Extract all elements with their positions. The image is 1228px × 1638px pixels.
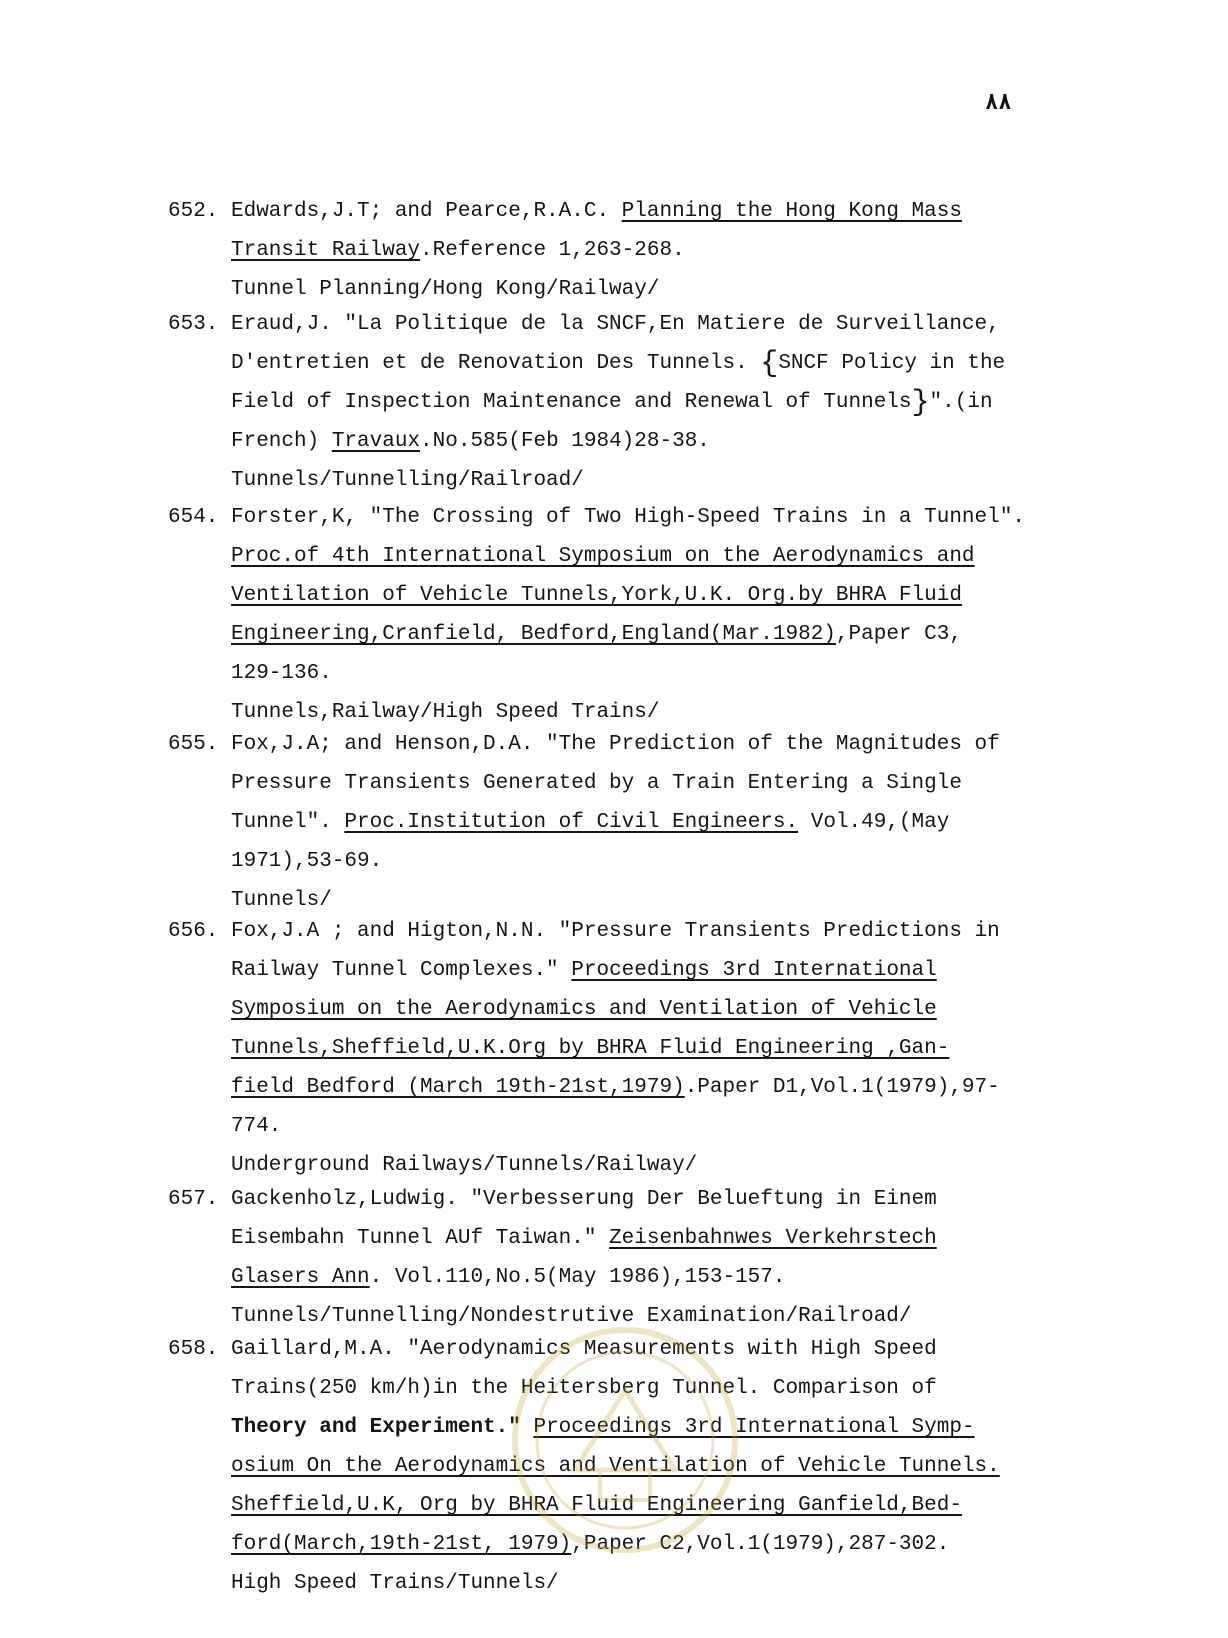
reference-line [168, 1107, 1088, 1146]
reference-text-segment: Eisembahn Tunnel AUf Taiwan." [231, 1227, 610, 1250]
reference-text-segment: Railway Tunnel Complexes." [231, 959, 572, 982]
reference-line [168, 654, 1088, 693]
reference-line [168, 422, 1088, 461]
reference-text-segment [521, 1416, 534, 1439]
reference-line [168, 461, 1088, 500]
reference-text-segment: Trains(250 km/h)in the Heitersberg Tunnel. Comparison of [231, 1377, 937, 1400]
reference-line [168, 344, 1088, 383]
reference-number: 656. [168, 920, 219, 943]
reference-title-segment: Sheffield,U.K, Org by BHRA Fluid Engineering Ganfield,Bed- [231, 1494, 962, 1517]
reference-line [168, 1525, 1088, 1564]
reference-line [168, 764, 1088, 803]
page-number: ٨٨ [985, 91, 1012, 116]
reference-entry [168, 912, 1088, 1185]
reference-line [168, 270, 1088, 309]
reference-text-segment: .Paper D1,Vol.1(1979),97- [684, 1076, 1000, 1099]
reference-title-segment: Tunnels,Sheffield,U.K.Org by BHRA Fluid Engineering ,Gan- [231, 1037, 950, 1060]
reference-line [168, 842, 1088, 881]
reference-title-segment: Ventilation of Vehicle Tunnels,York,U.K. Org.by BHRA Fluid [231, 584, 962, 607]
reference-entry [168, 192, 1088, 309]
reference-number: 654. [168, 506, 219, 529]
reference-line [168, 305, 1088, 344]
bracket-glyph: } [911, 386, 930, 420]
reference-line [168, 498, 1088, 537]
reference-text-segment: 129-136. [231, 662, 332, 685]
reference-text-segment: Gaillard,M.A. "Aerodynamics Measurements with High Speed [231, 1338, 937, 1361]
reference-text-segment: Vol.49,(May [798, 811, 950, 834]
reference-text-segment: Field of Inspection Maintenance and Renewal of Tunnels [231, 391, 912, 414]
reference-text-segment: French) [231, 430, 332, 453]
reference-title-segment: Zeisenbahnwes Verkehrstech [609, 1227, 937, 1250]
reference-text-segment: Tunnels/Tunnelling/Railroad/ [231, 469, 584, 492]
reference-text-segment: Theory and Experiment." [231, 1416, 521, 1439]
reference-title-segment: Proceedings 3rd International Symp- [533, 1416, 975, 1439]
reference-text-segment: Tunnel Planning/Hong Kong/Railway/ [231, 278, 660, 301]
reference-text-segment: Tunnels,Railway/High Speed Trains/ [231, 701, 660, 724]
reference-title-segment: Proceedings 3rd International [571, 959, 937, 982]
reference-line [168, 1369, 1088, 1408]
bracket-glyph: { [760, 347, 779, 381]
reference-text-segment: ".(in [929, 391, 993, 414]
reference-title-segment: Engineering,Cranfield, Bedford,England(Mar.1982) [231, 623, 836, 646]
reference-text-segment: .Reference 1,263-268. [420, 239, 685, 262]
reference-line [168, 951, 1088, 990]
reference-line [168, 803, 1088, 842]
reference-title-segment: Glasers Ann [231, 1266, 370, 1289]
reference-line [168, 1180, 1088, 1219]
reference-line [168, 1330, 1088, 1369]
reference-number: 653. [168, 313, 219, 336]
reference-title-segment: Proc.Institution of Civil Engineers. [344, 811, 799, 834]
reference-line [168, 192, 1088, 231]
reference-number: 657. [168, 1188, 219, 1211]
reference-title-segment: Symposium on the Aerodynamics and Ventilation of Vehicle [231, 998, 937, 1021]
reference-text-segment: Tunnels/Tunnelling/Nondestrutive Examination/Railroad/ [231, 1305, 912, 1328]
reference-title-segment: Proc.of 4th International Symposium on the Aerodynamics and [231, 545, 975, 568]
reference-number: 655. [168, 733, 219, 756]
reference-text-segment: Eraud,J. "La Politique de la SNCF,En Matiere de Surveillance, [231, 313, 1000, 336]
reference-title-segment: Transit Railway [231, 239, 421, 262]
reference-line [168, 576, 1088, 615]
reference-text-segment: . Vol.110,No.5(May 1986),153-157. [369, 1266, 786, 1289]
reference-number: 658. [168, 1338, 219, 1361]
reference-text-segment: Tunnel". [231, 811, 345, 834]
reference-text-segment: Gackenholz,Ludwig. "Verbesserung Der Belueftung in Einem [231, 1188, 937, 1211]
reference-line [168, 231, 1088, 270]
reference-line [168, 1068, 1088, 1107]
reference-line [168, 1486, 1088, 1525]
reference-title-segment: Planning the Hong Kong Mass [621, 200, 962, 223]
reference-text-segment: .No.585(Feb 1984)28-38. [420, 430, 710, 453]
reference-line [168, 1029, 1088, 1068]
reference-entry [168, 498, 1088, 732]
reference-line [168, 1219, 1088, 1258]
reference-line [168, 990, 1088, 1029]
reference-line [168, 725, 1088, 764]
reference-text-segment: Underground Railways/Tunnels/Railway/ [231, 1154, 698, 1177]
reference-text-segment: High Speed Trains/Tunnels/ [231, 1572, 559, 1595]
reference-text-segment: Edwards,J.T; and Pearce,R.A.C. [231, 200, 622, 223]
reference-line [168, 1447, 1088, 1486]
reference-title-segment: ford(March,19th-21st, 1979) [231, 1533, 572, 1556]
reference-entry [168, 1180, 1088, 1336]
reference-line [168, 1408, 1088, 1447]
reference-text-segment: D'entretien et de Renovation Des Tunnels. [231, 352, 761, 375]
reference-title-segment: Travaux [331, 430, 421, 453]
reference-number: 652. [168, 200, 219, 223]
reference-title-segment: field Bedford (March 19th-21st,1979) [231, 1076, 685, 1099]
reference-text-segment: 774. [231, 1115, 282, 1138]
reference-title-segment: osium On the Aerodynamics and Ventilation of Vehicle Tunnels. [231, 1455, 1000, 1478]
reference-text-segment: SNCF Policy in the [778, 352, 1006, 375]
reference-line [168, 615, 1088, 654]
reference-text-segment: Forster,K, "The Crossing of Two High-Speed Trains in a Tunnel". [231, 506, 1025, 529]
reference-text-segment: ,Paper C2,Vol.1(1979),287-302. [571, 1533, 950, 1556]
reference-text-segment: 1971),53-69. [231, 850, 383, 873]
reference-entry [168, 725, 1088, 920]
reference-entry [168, 305, 1088, 500]
reference-line [168, 1258, 1088, 1297]
reference-line [168, 1564, 1088, 1603]
reference-line [168, 912, 1088, 951]
reference-text-segment: Tunnels/ [231, 889, 332, 912]
reference-text-segment: Pressure Transients Generated by a Train Entering a Single [231, 772, 962, 795]
reference-text-segment: ,Paper C3, [835, 623, 962, 646]
reference-text-segment: Fox,J.A; and Henson,D.A. "The Prediction of the Magnitudes of [231, 733, 1000, 756]
reference-line [168, 383, 1088, 422]
reference-line [168, 537, 1088, 576]
reference-text-segment: Fox,J.A ; and Higton,N.N. "Pressure Transients Predictions in [231, 920, 1000, 943]
reference-entry [168, 1330, 1088, 1603]
